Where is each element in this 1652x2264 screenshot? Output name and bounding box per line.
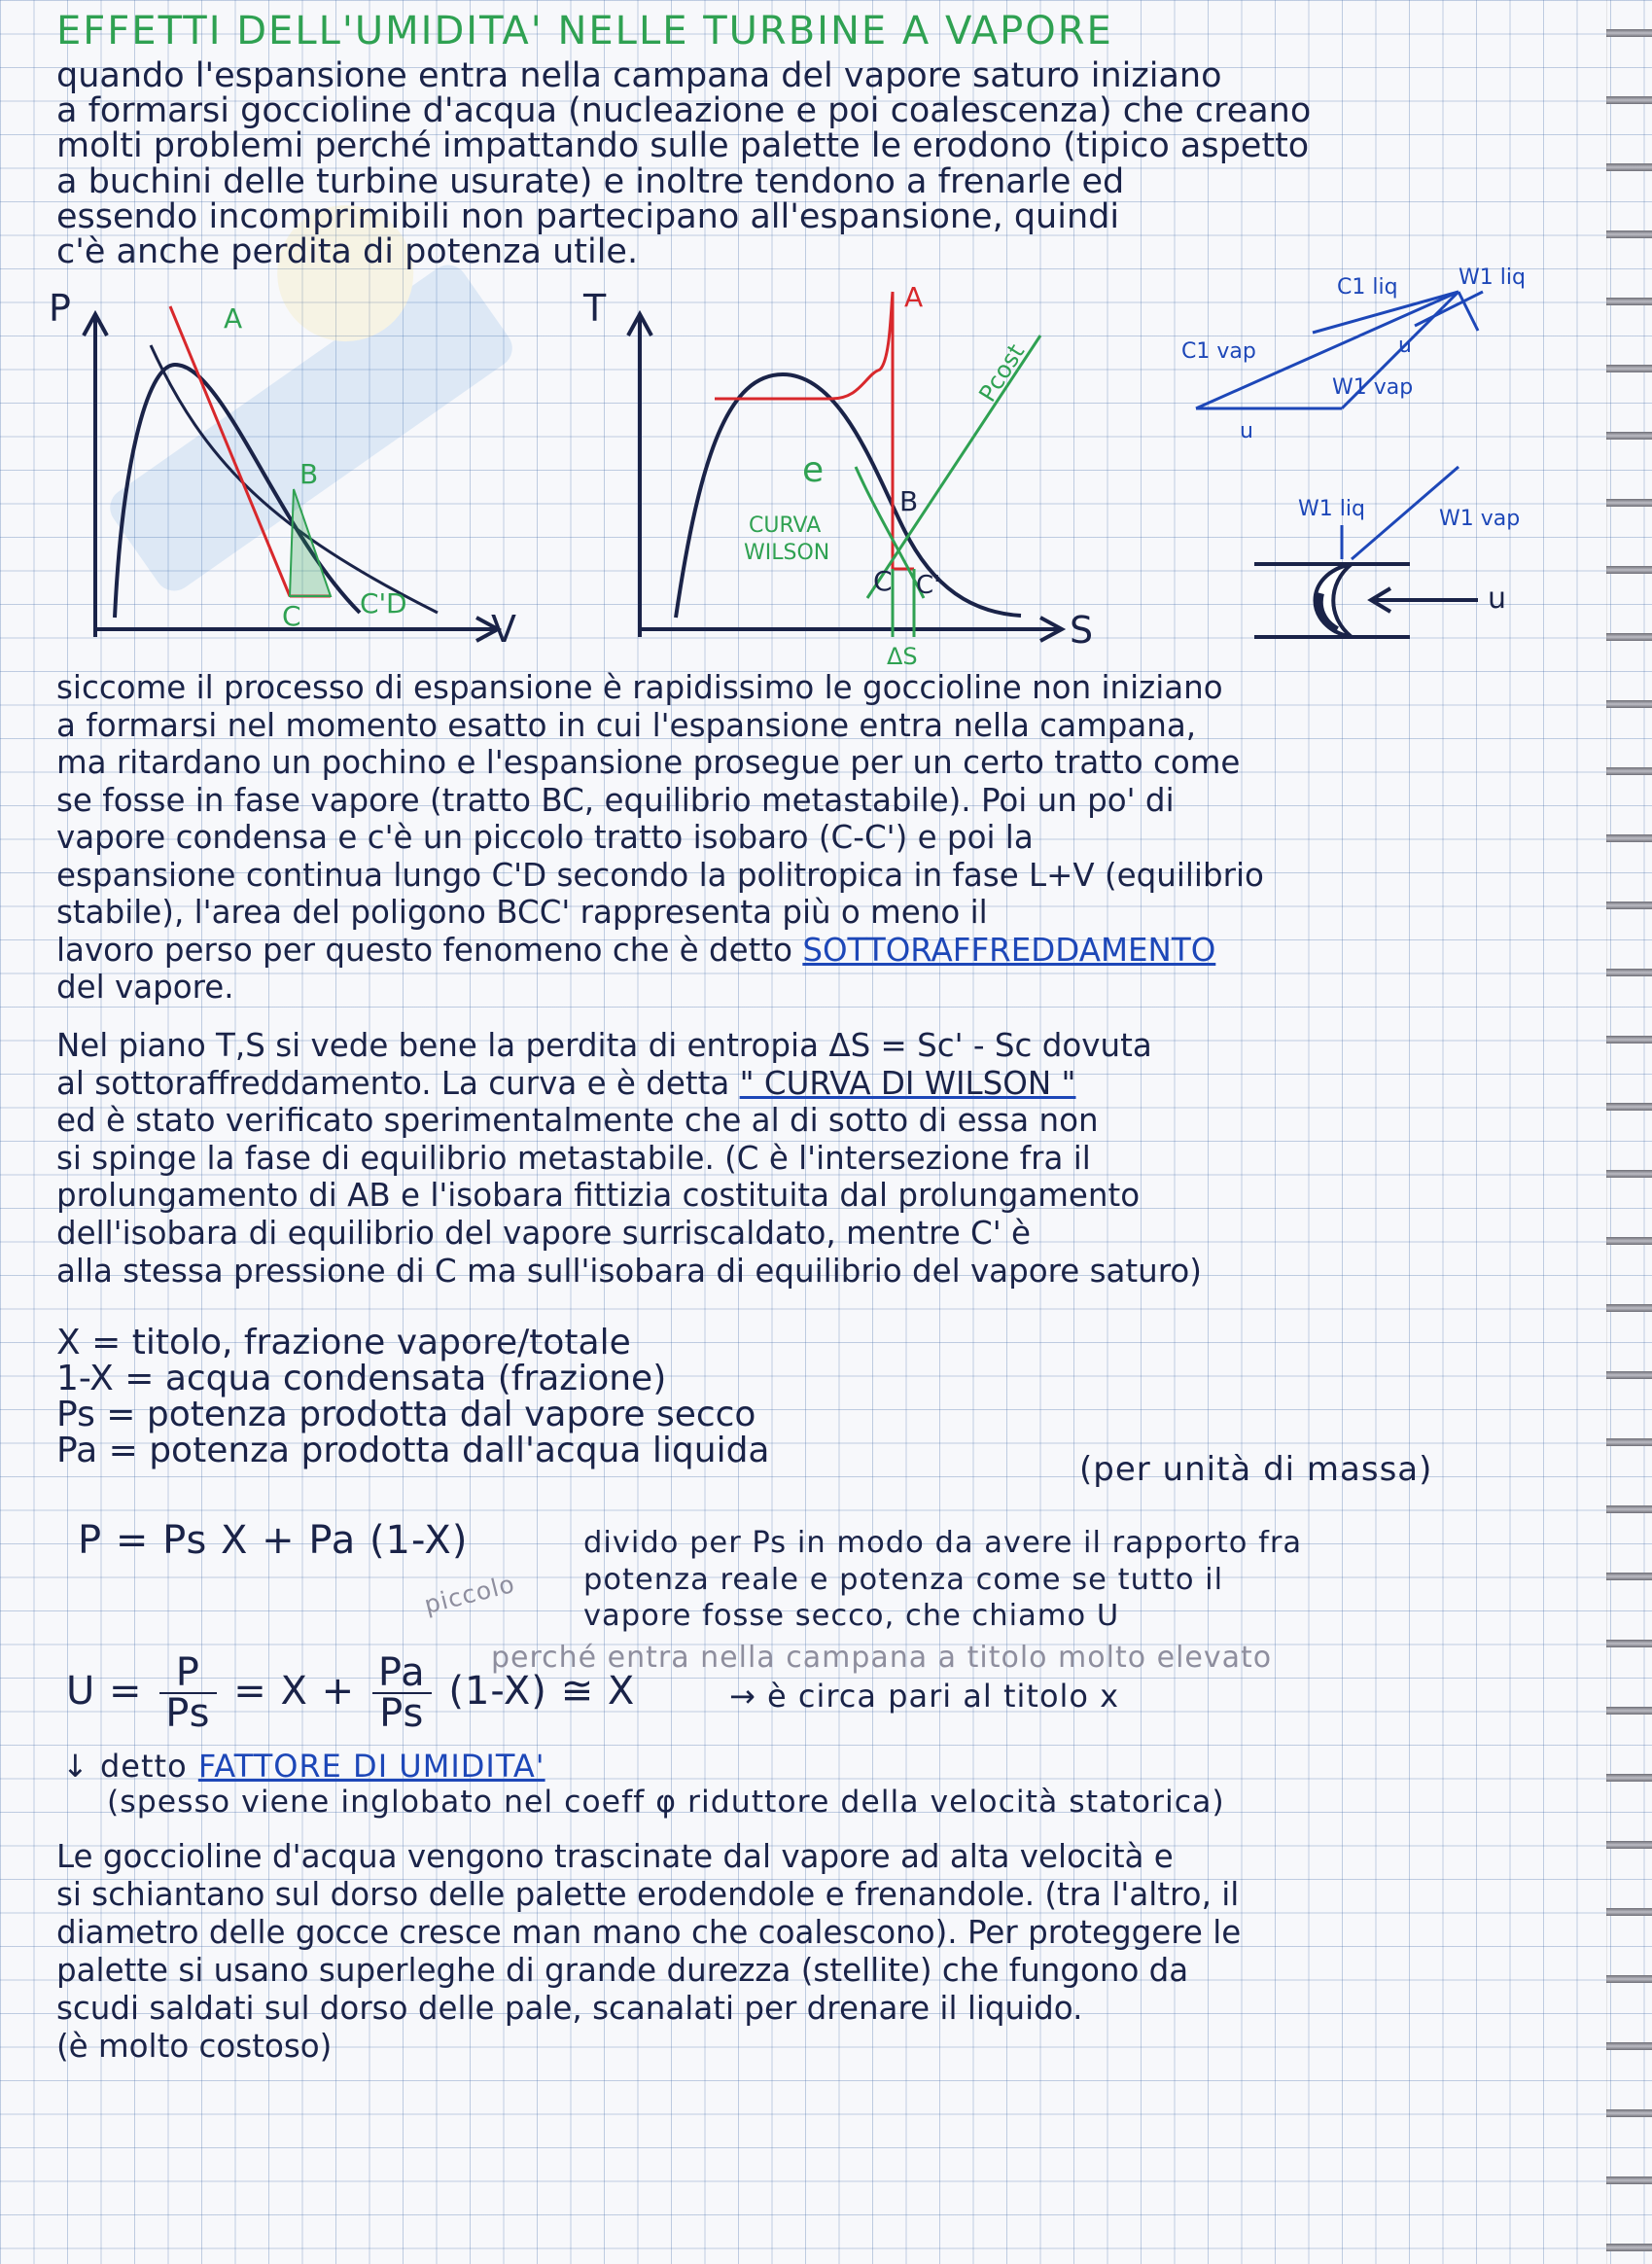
text-line: ma ritardano un pochino e l'espansione prosegue per un certo tratto come: [56, 744, 1241, 781]
text-line: stabile), l'area del poligono BCC' rappresenta più o meno il: [56, 894, 988, 931]
notebook-spiral-binding: [1606, 0, 1652, 2264]
power-equation: P = Ps X + Pa (1-X): [78, 1518, 469, 1563]
eq-tail: (1-X) ≅ X: [448, 1669, 636, 1714]
ts-delta-s: ΔS: [887, 643, 918, 670]
humidity-factor-label: [62, 1748, 545, 1785]
definition-x: X = titolo, frazione vapore/totale: [56, 1323, 631, 1362]
text-line: vapore condensa e c'è un piccolo tratto isobaro (C-C') e poi la: [56, 819, 1034, 856]
eq-lhs: U: [66, 1669, 96, 1714]
text-line: vapore fosse secco, che chiamo U: [583, 1599, 1120, 1633]
fraction-pa-ps: [372, 1650, 432, 1736]
text-line: diametro delle gocce cresce man mano che coalescono). Per proteggere le: [56, 1914, 1242, 1951]
text-line: si schiantano sul dorso delle palette erodendole e frenandole. (tra l'altro, il: [56, 1876, 1240, 1913]
text-line: (è molto costoso): [56, 2028, 333, 2065]
triangle-label-w1-vap: W1 vap: [1332, 375, 1414, 400]
text-line: se fosse in fase vapore (tratto BC, equilibrio metastabile). Poi un po' di: [56, 781, 1175, 819]
ts-isobar-upper: [715, 292, 893, 399]
triangle-label-u-lower: u: [1240, 419, 1253, 443]
definition-1-x: 1-X = acqua condensata (frazione): [56, 1359, 667, 1398]
text-line: si spinge la fase di equilibrio metastabile. (C è l'intersezione fra il: [56, 1139, 1091, 1177]
text-line: prolungamento di AB e l'isobara fittizia costituita dal prolungamento: [56, 1177, 1141, 1215]
text-line: scudi saldati sul dorso delle pale, scanalati per drenare il liquido.: [56, 1990, 1083, 2027]
text-line: quando l'espansione entra nella campana del vapore saturo iniziano: [56, 56, 1222, 95]
eq-equals: =: [109, 1669, 143, 1714]
text-line: del vapore.: [56, 969, 234, 1006]
fraction-numerator: P: [159, 1653, 216, 1694]
text-fragment: al sottoraffreddamento. La curva e è detta: [56, 1064, 730, 1102]
ts-diagram: [583, 277, 1128, 686]
blade-impact-diagram: [1215, 457, 1527, 652]
text-line: Nel piano T,S si vede bene la perdita di entropia ΔS = Sc' - Sc dovuta: [56, 1027, 1152, 1064]
text-line: essendo incomprimibili non partecipano all'espansione, quindi: [56, 196, 1120, 236]
grey-note: perché entra nella campana a titolo molto elevato: [491, 1641, 1273, 1675]
pv-point-c-prime: C': [360, 587, 387, 619]
definitions-list: [56, 1325, 769, 1468]
blade-label-w1-liq: W1 liq: [1298, 497, 1365, 521]
text-line: dell'isobara di equilibrio del vapore surriscaldato, mentre C' è: [56, 1214, 1031, 1252]
text-line: divido per Ps in modo da avere il rapporto fra: [583, 1526, 1303, 1560]
detto-prefix: ↓ detto: [62, 1748, 188, 1785]
side-note: [583, 1525, 1302, 1635]
pv-line-ab: [170, 306, 290, 596]
triangle-label-c1-vap: C1 vap: [1181, 339, 1256, 364]
fraction-denominator: Ps: [379, 1691, 425, 1736]
pv-point-b: B: [299, 458, 319, 490]
pv-diagram: [39, 277, 545, 651]
ts-curve-letter: e: [802, 450, 825, 490]
text-line: ed è stato verificato sperimentalmente che al di sotto di essa non: [56, 1102, 1099, 1140]
pv-point-c: C: [282, 600, 301, 632]
blade-label-w1-vap: W1 vap: [1439, 507, 1521, 531]
paragraph-ts-plane: [56, 1027, 1202, 1290]
triangle-label-c1-liq: C1 liq: [1337, 275, 1398, 300]
eq-mid: = X +: [233, 1669, 356, 1714]
grey-note-small: piccolo: [421, 1569, 518, 1619]
fraction-denominator: Ps: [165, 1691, 211, 1736]
text-line: espansione continua lungo C'D secondo la politropica in fase L+V (equilibrio: [56, 856, 1264, 894]
ts-axis-x-label: S: [1070, 609, 1094, 652]
fraction-p-ps: [159, 1650, 216, 1736]
paragraph-supercooling: [56, 669, 1264, 1007]
ts-saturation-dome: [676, 374, 1021, 618]
ts-point-c-prime: C': [916, 571, 941, 600]
keyword-supercooling: SOTTORAFFREDDAMENTO: [802, 931, 1216, 969]
paragraph-erosion: [56, 1838, 1241, 2066]
pv-axis-x-label: V: [491, 608, 516, 651]
ts-curve-label-1: CURVA: [749, 513, 822, 538]
page-title: EFFETTI DELL'UMIDITA' NELLE TURBINE A VAPORE: [56, 9, 1113, 53]
text-line: molti problemi perché impattando sulle palette le erodono (tipico aspetto: [56, 126, 1310, 166]
ts-pcost-label: Pcost: [973, 338, 1031, 407]
text-fragment: lavoro perso per questo fenomeno che è detto: [56, 931, 792, 969]
definition-pa: Pa = potenza prodotta dall'acqua liquida: [56, 1431, 770, 1470]
intro-paragraph: [56, 56, 1312, 272]
humidity-factor-equation: [66, 1650, 636, 1736]
approx-note: → è circa pari al titolo x: [729, 1678, 1120, 1715]
triangle-label-u-upper: u: [1398, 334, 1412, 358]
text-line: a formarsi goccioline d'acqua (nucleazione e poi coalescenza) che creano: [56, 91, 1312, 131]
text-line: siccome il processo di espansione è rapidissimo le goccioline non iniziano: [56, 669, 1223, 706]
pv-point-a: A: [224, 302, 243, 335]
definition-ps: Ps = potenza prodotta dal vapore secco: [56, 1395, 756, 1434]
ts-curve-label-2: WILSON: [744, 541, 830, 565]
text-line: c'è anche perdita di potenza utile.: [56, 232, 639, 272]
text-line: potenza reale e potenza come se tutto il: [583, 1562, 1224, 1597]
triangle-label-w1-liq: W1 liq: [1459, 265, 1526, 290]
keyword-wilson-curve: " CURVA DI WILSON ": [739, 1064, 1076, 1102]
ts-axis-y-label: T: [583, 287, 607, 330]
text-line: [56, 932, 1264, 970]
text-line: a buchini delle turbine usurate) e inoltre tendono a frenarle ed: [56, 161, 1125, 201]
fraction-numerator: Pa: [372, 1653, 432, 1694]
humidity-factor-note: (spesso viene inglobato nel coeff φ riduttore della velocità statorica): [107, 1785, 1225, 1820]
text-line: alla stessa pressione di C ma sull'isobara di equilibrio del vapore saturo): [56, 1252, 1202, 1290]
ts-point-b: B: [899, 485, 919, 517]
pv-point-d: D: [386, 587, 407, 619]
per-mass-note: (per unità di massa): [1079, 1450, 1433, 1489]
velocity-triangle-diagram: [1167, 263, 1526, 447]
pv-lost-work-area: [290, 489, 331, 596]
text-line: a formarsi nel momento esatto in cui l'espansione entra nella campana,: [56, 706, 1197, 744]
ts-point-c: C: [873, 565, 893, 597]
text-line: Le goccioline d'acqua vengono trascinate dal vapore ad alta velocità e: [56, 1838, 1174, 1875]
keyword-humidity-factor: FATTORE DI UMIDITA': [197, 1748, 545, 1785]
text-line: [56, 1065, 1202, 1103]
ts-point-a: A: [904, 281, 924, 313]
blade-label-u: u: [1488, 582, 1507, 616]
pv-axis-y-label: P: [49, 287, 71, 330]
text-line: palette si usano superleghe di grande durezza (stellite) che fungono da: [56, 1952, 1189, 1989]
